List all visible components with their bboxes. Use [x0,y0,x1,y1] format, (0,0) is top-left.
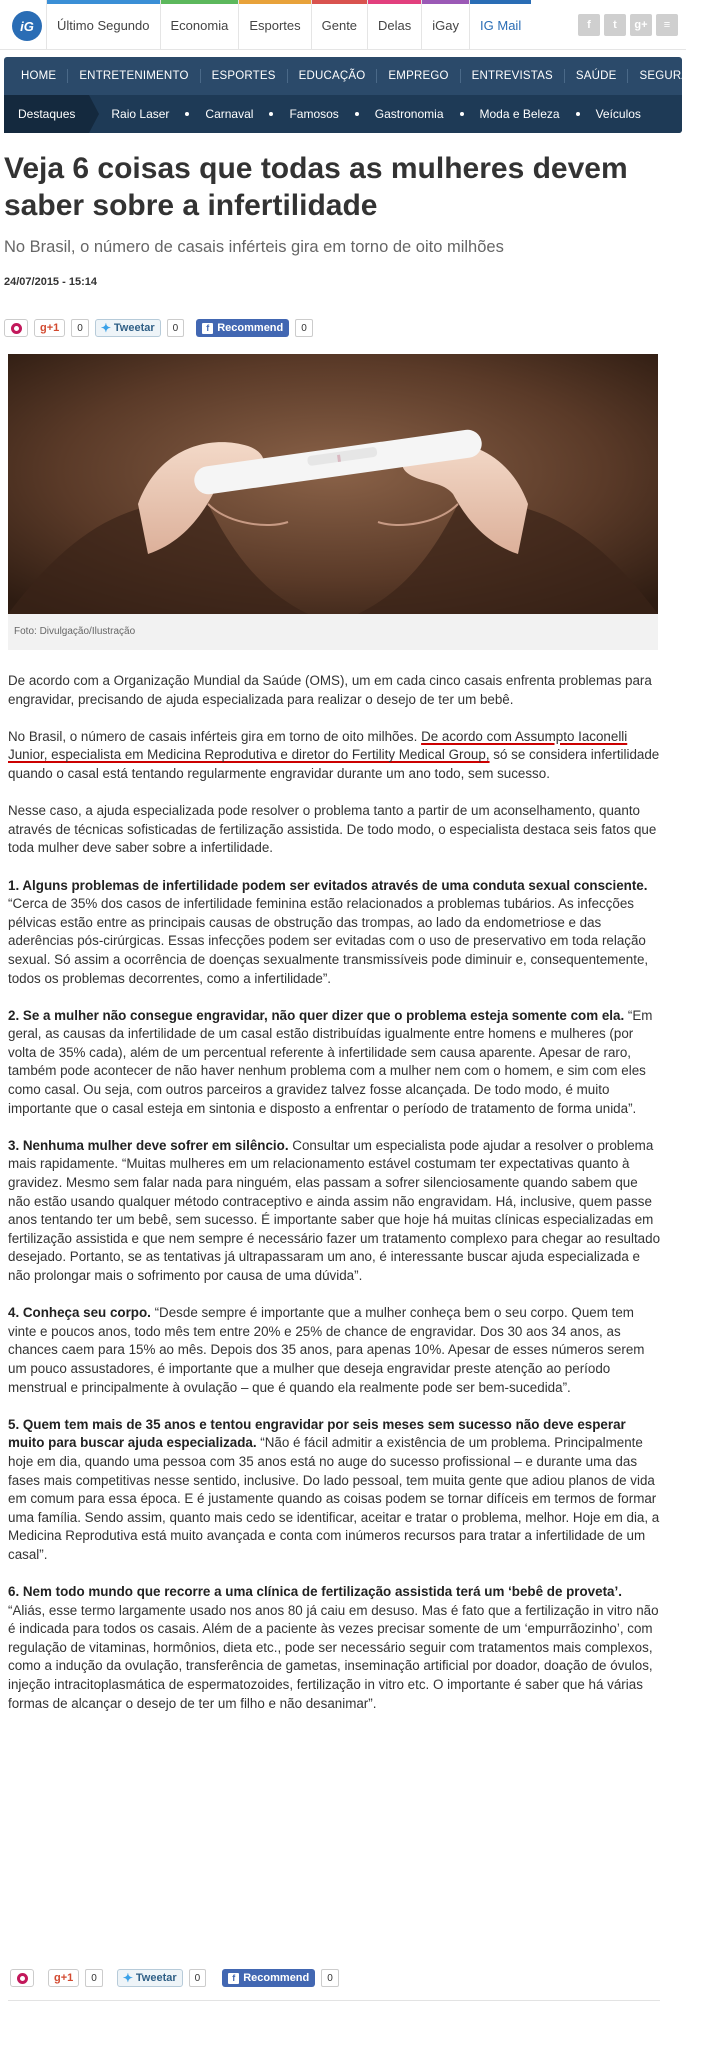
googleplus-icon[interactable]: g+ [630,14,652,36]
paragraph-text: No Brasil, o número de casais inférteis gira em torno de oito milhões. [8,728,422,744]
menu-item[interactable]: SAÚDE [565,69,629,83]
fact-title: 5. Quem tem mais de 35 anos e tentou engravidar por seis meses sem sucesso não deve esperar muito para buscar ajuda especializada. [8,1416,626,1451]
gplus-count: 0 [85,1969,103,1987]
fact-5 [8,1416,660,1565]
paragraph-text: só se considera infertilidade quando o casal está tentando regularmente engravidar durante um ano todo, sem sucesso. [8,747,660,781]
fact-text: “Não é fácil admitir a existência de um problema. Principalmente hoje em dia, quando uma pessoa com 35 anos está no auge do sucesso profissional – e durante uma das fases mais competitivas nesse sentido, inclusive. Do lado pessoal, tem muita gente que adiou planos de vida em comum para essa época. E é justamente quando as coisas podem se tornar difíceis em termos de formar uma família. Sendo assim, quanto mais cedo se identificar, aceitar e tratar o problema, melhor. Hoje em dia, a Medicina Reprodutiva está muito avançada e conta com inúmeros recursos para tratar a infertilidade de um casal”. [8,1435,660,1562]
fb-recommend-button[interactable] [222,1969,315,1987]
article-subtitle: No Brasil, o número de casais inférteis gira em torno de oito milhões [4,238,504,256]
portal-link[interactable]: iGay [421,0,469,50]
article-date: 24/07/2015 - 15:14 [4,276,97,288]
fact-title: 3. Nenhuma mulher deve sofrer em silêncio. [8,1137,289,1153]
article-title: Veja 6 coisas que todas as mulheres devem saber sobre a infertilidade [4,152,628,222]
separator-dot [269,112,273,116]
menu-item[interactable]: EDUCAÇÃO [288,69,378,83]
rss-icon[interactable]: ≡ [656,14,678,36]
fb-recommend-button[interactable] [196,319,289,337]
paragraph [8,728,660,784]
tweet-button[interactable] [117,1969,183,1987]
twitter-bird-icon: ✦ [122,1971,133,1985]
fact-title: 2. Se a mulher não consegue engravidar, não quer dizer que o problema esteja somente com ela. [8,1007,625,1023]
tweet-label: Tweetar [113,322,155,334]
ig-logo[interactable]: iG [12,11,42,41]
paragraph: Nesse caso, a ajuda especializada pode resolver o problema tanto a partir de um aconselhamento, quanto através de técnicas sofisticadas de fertilização assistida. De todo modo, o especialista destaca seis fatos que toda mulher deve saber sobre a infertilidade. [8,803,657,856]
gplus-text: +1 [60,1972,74,1984]
fact-text: “Cerca de 35% dos casos de infertilidade feminina estão relacionados a problemas tubários. As infecções pélvicas estão entre as principais causas de obstrução das trompas, ao lado da endometriose e das aderências pós-cirúrgicas. Essas infecções podem ser evitadas com o uso de preservativo em toda relação sexual. Só assim a ocorrência de doenças sexualmente transmissíveis pode diminuir e, consequentemente, todos os problemas decorrentes, como a infertilidade”. [8,896,649,986]
facebook-icon: f [228,1973,239,1984]
fact-text: Consultar um especialista pode ajudar a resolver o problema mais rapidamente. “Muitas mulheres em um relacionamento estável costumam ter expectativas quanto à gravidez. Mesmo sem falar nada para ninguém, elas passam a sofrer silenciosamente quando sabem que não estão usando qualquer método contraceptivo e ainda assim não engravidam. Há, inclusive, quem passe anos tentando ter um bebê, sem sucesso. É importante saber que hoje há muitas clínicas especializadas em fertilização assistida e que nem sempre é necessário fazer um tratamento complexo para chegar ao resultado desejado. Portanto, se as tentativas já ultrapassaram um ano, é interessante buscar ajuda especializada e não prolongar mais o sofrimento por causa de uma dúvida”. [8,1137,661,1283]
top-bar [0,0,686,50]
paragraph: De acordo com a Organização Mundial da Saúde (OMS), um em cada cinco casais enfrenta problemas para engravidar, precisando de ajuda especializada para realizar o desejo de ter um bebê. [8,673,652,707]
separator-dot [185,112,189,116]
photo-caption: Foto: Divulgação/Ilustração [8,614,658,650]
ig-ring-icon [11,323,22,334]
section-menu [4,57,715,95]
fact-2 [8,1007,660,1119]
portal-link[interactable]: IG Mail [469,0,531,50]
tweet-button[interactable] [95,319,161,337]
fact-title: 4. Conheça seu corpo. [8,1305,151,1321]
fact-title: 6. Nem todo mundo que recorre a uma clínica de fertilização assistida terá um ‘bebê de proveta’. [8,1584,622,1600]
source-highlight: De acordo com Assumpto Iaconelli Junior, especialista em Medicina Reprodutiva e diretor do Fertility Medical Group, [8,728,628,763]
portal-nav [46,0,531,50]
highlight-link[interactable]: Moda e Beleza [479,107,560,121]
gplus-button[interactable] [34,319,65,337]
main-navigation [4,57,715,133]
ig-share-button[interactable] [10,1969,34,1987]
separator-dot [460,112,464,116]
social-links [578,14,678,36]
menu-item[interactable]: HOME [10,69,68,83]
menu-item[interactable]: SEGURANÇA [639,70,715,82]
highlights-bar [4,95,682,133]
separator-dot [355,112,359,116]
tweet-count: 0 [189,1969,207,1987]
portal-link[interactable]: Gente [311,0,367,50]
portal-link[interactable]: Último Segundo [46,0,160,50]
gplus-count: 0 [71,319,89,337]
gplus-label: g [40,322,47,334]
highlight-link[interactable]: Raio Laser [111,107,170,121]
article-body [8,672,660,1732]
gplus-button[interactable] [48,1969,79,1987]
highlight-link[interactable]: Famosos [289,107,339,121]
fact-3 [8,1137,660,1286]
separator-dot [576,112,580,116]
fact-6 [8,1583,660,1713]
highlight-link[interactable]: Carnaval [205,107,254,121]
fact-text: “Aliás, esse termo largamente usado nos anos 80 já caiu em desuso. Mas é fato que a fertilização in vitro não é indicada para todos os casais. Além de a paciente às vezes precisar somente de um ‘empurrãozinho’, com regulação de vitaminas, hormônios, dieta etc., pode ser necessário seguir com tratamentos mais complexos, como a indução da ovulação, transferência de gametas, inseminação artificial por doador, doação de óvulos, injeção intracitoplasmática de espermatozoides, fertilização in vitro etc. O importante é saber que há várias formas de alcançar o desejo de ter um filho e não desanimar”. [8,1602,659,1711]
tweet-label: Tweetar [135,1972,177,1984]
fact-1 [8,877,660,989]
fb-label: Recommend [243,1972,310,1984]
twitter-bird-icon: ✦ [100,321,111,335]
highlight-link[interactable]: Gastronomia [374,107,444,121]
menu-item[interactable]: ENTREVISTAS [461,69,565,83]
ig-share-button[interactable] [4,319,28,337]
fact-title: 1. Alguns problemas de infertilidade podem ser evitados através de uma conduta sexual consciente. [8,877,648,893]
portal-link[interactable]: Economia [160,0,239,50]
pregnancy-test-photo [8,354,658,614]
gplus-text: +1 [46,322,60,334]
fact-text: “Em geral, as causas da infertilidade de um casal estão distribuídas igualmente entre homens e mulheres (por volta de 35% cada), além de um percentual referente à infertilidade sem causa aparente. Apesar de raro, também pode acontecer de não haver nenhum problema com a mulher nem com o homem, e sim com eles como casal. Ou seja, com outros parceiros a gravidez talvez fosse alcançada. De todo modo, é muito importante que o casal esteja em sintonia e disposto a enfrentar o período de tratamento de forma unida”. [8,1007,653,1116]
portal-link[interactable]: Delas [367,0,421,50]
fb-count: 0 [321,1969,339,1987]
facebook-icon[interactable]: f [578,14,600,36]
menu-item[interactable]: EMPREGO [377,69,460,83]
gplus-label: g [54,1972,61,1984]
menu-item[interactable]: ENTRETENIMENTO [68,69,200,83]
fb-count: 0 [295,319,313,337]
highlights-label: Destaques [4,95,89,133]
highlight-link[interactable]: Veículos [595,107,641,121]
facebook-icon: f [202,323,213,334]
divider [8,2000,660,2001]
fb-label: Recommend [217,322,284,334]
twitter-icon[interactable]: t [604,14,626,36]
article-photo [8,354,658,614]
portal-link[interactable]: Esportes [238,0,310,50]
tweet-count: 0 [167,319,185,337]
share-bar-top [4,318,313,338]
ig-ring-icon [17,1973,28,1984]
share-bar-bottom [10,1968,339,1988]
menu-item[interactable]: ESPORTES [201,69,288,83]
fact-text: “Desde sempre é importante que a mulher conheça bem o seu corpo. Quem tem vinte e poucos anos, todo mês tem entre 20% e 25% de chance de engravidar. Dos 30 aos 34 anos, as chances caem para 15% ao mês. Depois dos 35 anos, para apenas 10%. Apesar de esses números serem um pouco assustadores, é importante que a mulher que deseja engravidar preste atenção ao período menstrual e principalmente à ovulação – que é quando ela realmente pode ser bem-sucedida”. [8,1305,645,1395]
fact-4 [8,1304,660,1397]
